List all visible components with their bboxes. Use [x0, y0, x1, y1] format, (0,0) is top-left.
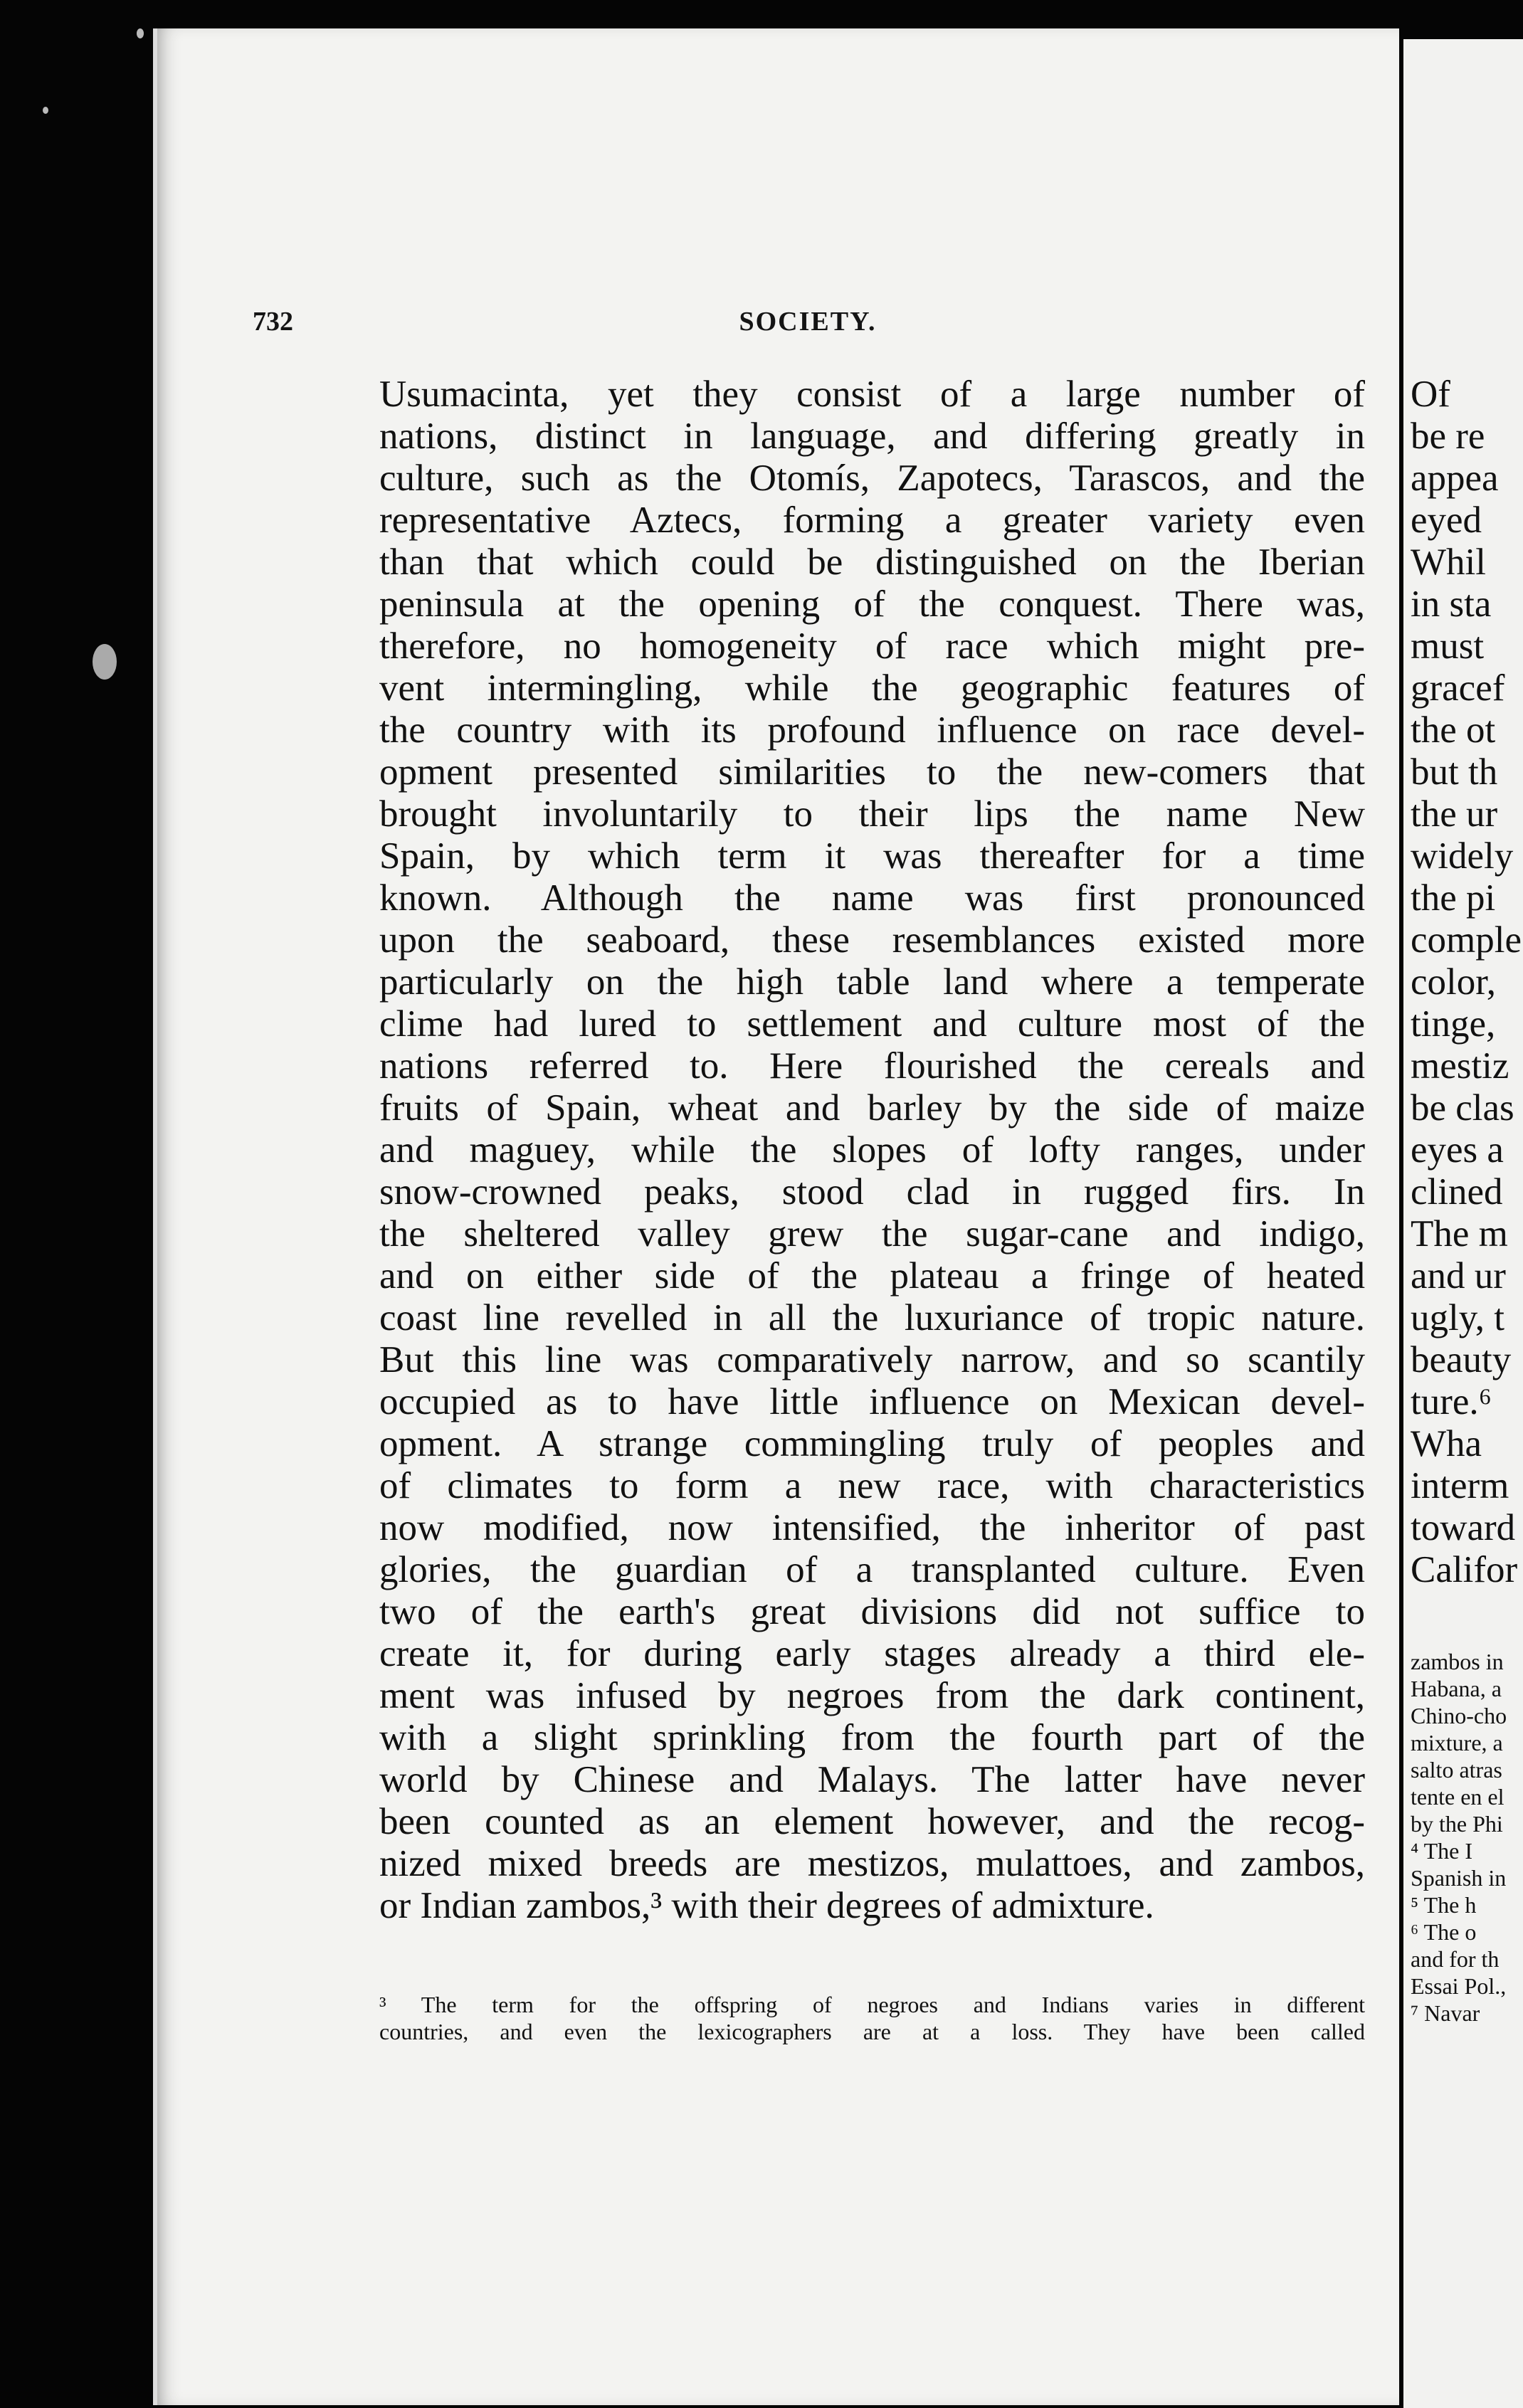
facing-text-line: eyed — [1411, 500, 1482, 541]
facing-text-line: widely — [1411, 835, 1514, 877]
text-line: and on either side of the plateau a fringe of heated — [379, 1255, 1365, 1297]
text-line: opment. A strange commingling truly of peoples and — [379, 1423, 1365, 1464]
text-line: opment presented similarities to the new-comers that — [379, 751, 1365, 793]
running-head — [253, 306, 1363, 342]
text-line: fruits of Spain, wheat and barley by the side of maize — [379, 1087, 1365, 1129]
facing-note-line: Essai Pol., — [1411, 1973, 1507, 1999]
text-line: and maguey, while the slopes of lofty ranges, under — [379, 1129, 1365, 1171]
facing-note-line: ⁶ The o — [1411, 1919, 1477, 1945]
text-line: nized mixed breeds are mestizos, mulattoes, and zambos, — [379, 1843, 1365, 1884]
text-line: clime had lured to settlement and culture most of the — [379, 1003, 1365, 1045]
facing-note-line: tente en el — [1411, 1784, 1504, 1810]
facing-text-line: but th — [1411, 751, 1498, 793]
facing-text-line: gracef — [1411, 667, 1505, 709]
main-text-column — [379, 374, 1365, 1927]
facing-text-line: color, — [1411, 961, 1497, 1003]
facing-text-line: the ot — [1411, 709, 1496, 751]
text-line: vent intermingling, while the geographic features of — [379, 667, 1365, 709]
text-line: culture, such as the Otomís, Zapotecs, Tarascos, and the — [379, 458, 1365, 499]
facing-text-line: Califor — [1411, 1549, 1518, 1590]
facing-text-line: beauty — [1411, 1339, 1512, 1380]
text-line: nations referred to. Here flourished the cereals and — [379, 1045, 1365, 1087]
text-line: glories, the guardian of a transplanted culture. Even — [379, 1549, 1365, 1590]
facing-note-line: ⁴ The I — [1411, 1838, 1472, 1864]
facing-text-line: clined — [1411, 1171, 1503, 1213]
facing-note-line: salto atras — [1411, 1757, 1502, 1783]
text-line: nations, distinct in language, and differing greatly in — [379, 416, 1365, 457]
text-line: particularly on the high table land where a temperate — [379, 961, 1365, 1003]
text-line: create it, for during early stages already a third ele- — [379, 1633, 1365, 1674]
facing-text-line: mestiz — [1411, 1045, 1509, 1087]
text-line: upon the seaboard, these resemblances existed more — [379, 919, 1365, 961]
text-line: now modified, now intensified, the inheritor of past — [379, 1507, 1365, 1548]
facing-text-line: the pi — [1411, 877, 1496, 919]
facing-page-text — [1411, 374, 1523, 1591]
facing-note-line: Chino-cho — [1411, 1703, 1507, 1728]
text-line: But this line was comparatively narrow, and so scantily — [379, 1339, 1365, 1380]
text-line: or Indian zambos,³ with their degrees of admixture. — [379, 1885, 1154, 1926]
text-line: coast line revelled in all the luxuriance of tropic nature. — [379, 1297, 1365, 1338]
facing-note-line: ⁵ The h — [1411, 1892, 1477, 1918]
facing-text-line: and ur — [1411, 1255, 1506, 1297]
scan-speck — [137, 28, 144, 38]
text-line: with a slight sprinkling from the fourth part of the — [379, 1717, 1365, 1758]
text-line: two of the earth's great divisions did not suffice to — [379, 1591, 1365, 1632]
facing-text-line: be re — [1411, 416, 1485, 457]
facing-note-line: mixture, a — [1411, 1730, 1503, 1755]
facing-note-line: and for th — [1411, 1946, 1500, 1972]
facing-note-line: Habana, a — [1411, 1676, 1502, 1701]
facing-text-line: the ur — [1411, 793, 1498, 835]
text-line: occupied as to have little influence on Mexican devel- — [379, 1381, 1365, 1422]
text-line: world by Chinese and Malays. The latter have never — [379, 1759, 1365, 1800]
facing-page-notes — [1411, 1648, 1523, 2027]
facing-note-line: by the Phi — [1411, 1811, 1503, 1837]
facing-text-line: ugly, t — [1411, 1297, 1505, 1338]
facing-text-line: Wha — [1411, 1423, 1482, 1464]
facing-text-line: must — [1411, 625, 1485, 667]
text-line: the sheltered valley grew the sugar-cane and indigo, — [379, 1213, 1365, 1255]
facing-note-line: ⁷ Navar — [1411, 2000, 1480, 2026]
text-line: known. Although the name was first pronounced — [379, 877, 1365, 919]
facing-note-line: zambos in — [1411, 1649, 1504, 1674]
footnote-block — [379, 1991, 1365, 2045]
facing-text-line: in sta — [1411, 583, 1492, 625]
text-line: snow-crowned peaks, stood clad in rugged firs. In — [379, 1171, 1365, 1213]
facing-text-line: be clas — [1411, 1087, 1514, 1129]
facing-note-line: Spanish in — [1411, 1865, 1507, 1891]
text-line: Usumacinta, yet they consist of a large number of — [379, 374, 1365, 415]
facing-text-line: tinge, — [1411, 1003, 1496, 1045]
text-line: representative Aztecs, forming a greater variety even — [379, 500, 1365, 541]
facing-text-line: appea — [1411, 458, 1499, 499]
footnote-line: countries, and even the lexicographers are at a loss. They have been called — [379, 2019, 1365, 2044]
text-line: therefore, no homogeneity of race which might pre- — [379, 625, 1365, 667]
footnote-line: ³ The term for the offspring of negroes and Indians varies in different — [379, 1992, 1365, 2017]
text-line: peninsula at the opening of the conquest. There was, — [379, 583, 1365, 625]
section-title: SOCIETY. — [739, 307, 877, 337]
text-line: ment was infused by negroes from the dark continent, — [379, 1675, 1365, 1716]
text-line: brought involuntarily to their lips the name New — [379, 793, 1365, 835]
scan-speck — [43, 107, 48, 114]
facing-text-line: toward — [1411, 1507, 1516, 1548]
facing-text-line: Whil — [1411, 542, 1486, 583]
facing-text-line: eyes a — [1411, 1129, 1504, 1171]
facing-text-line: ture.⁶ — [1411, 1381, 1492, 1422]
facing-text-line: interm — [1411, 1465, 1509, 1506]
text-line: of climates to form a new race, with characteristics — [379, 1465, 1365, 1506]
page-number: 732 — [253, 307, 293, 337]
facing-text-line: The m — [1411, 1213, 1508, 1255]
facing-text-line: comple — [1411, 919, 1522, 961]
text-line: been counted as an element however, and the recog- — [379, 1801, 1365, 1842]
scan-speck — [93, 644, 117, 680]
facing-text-line: Of — [1411, 374, 1450, 415]
text-line: than that which could be distinguished on the Iberian — [379, 542, 1365, 583]
text-line: the country with its profound influence on race devel- — [379, 709, 1365, 751]
text-line: Spain, by which term it was thereafter for a time — [379, 835, 1365, 877]
